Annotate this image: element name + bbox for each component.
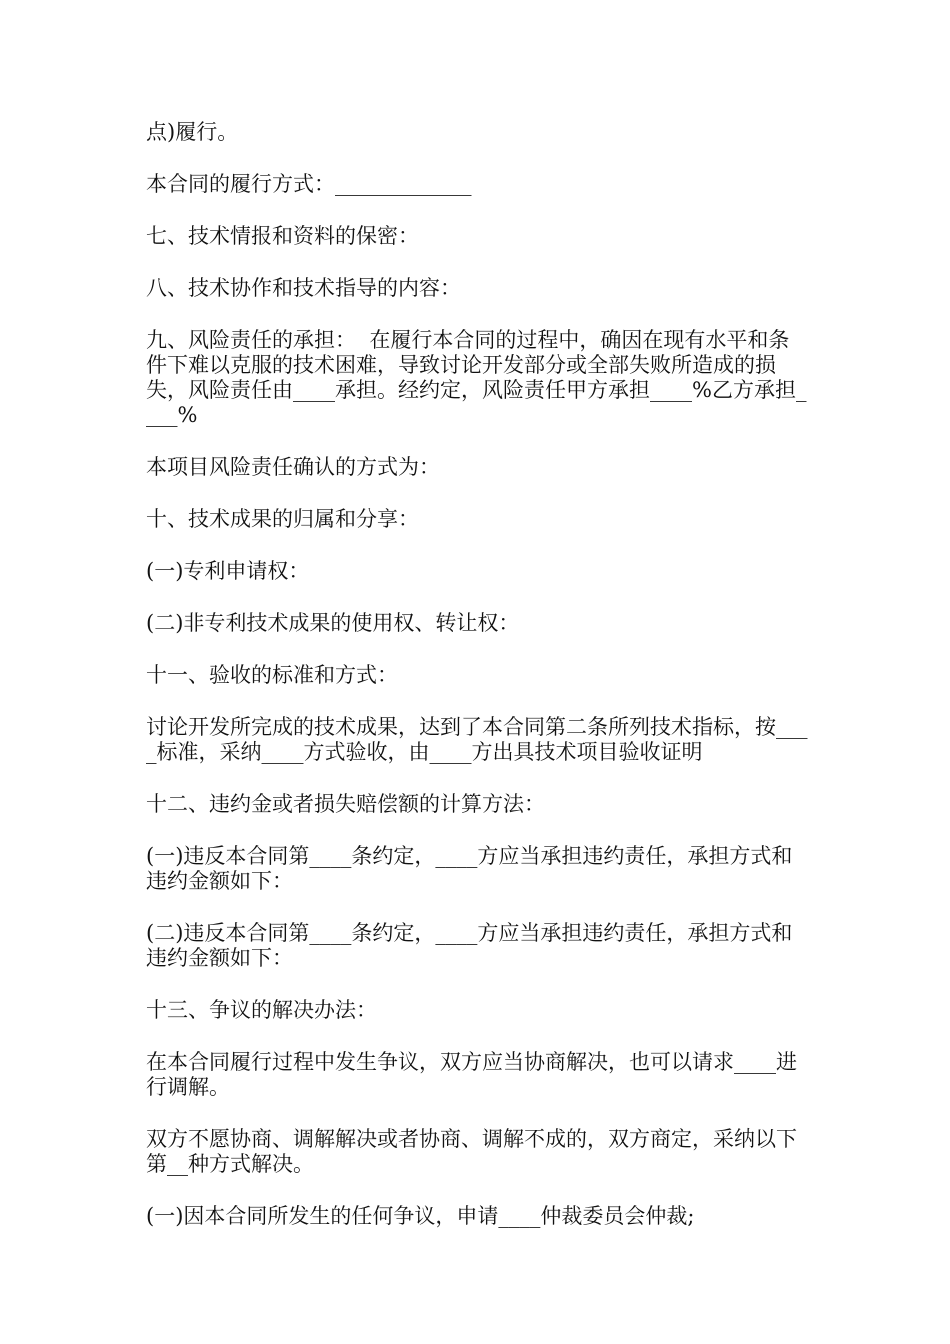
paragraph-performance-method: 本合同的履行方式：_____________ [146,172,472,196]
document-body [146,120,810,1256]
paragraph-mediation: 在本合同履行过程中发生争议，双方应当协商解决，也可以请求____进行调解。 [146,1050,797,1099]
paragraph-resolution-choice: 双方不愿协商、调解解决或者协商、调解不成的，双方商定，采纳以下第__种方式解决。 [146,1127,797,1176]
heading-confidentiality: 七、技术情报和资料的保密： [146,224,419,248]
heading-dispute-resolution: 十三、争议的解决办法： [146,998,377,1022]
paragraph-risk-confirmation: 本项目风险责任确认的方式为： [146,455,440,479]
heading-technical-cooperation: 八、技术协作和技术指导的内容： [146,276,461,300]
heading-results-ownership: 十、技术成果的归属和分享： [146,507,419,531]
item-breach-two: (二)违反本合同第____条约定，____方应当承担违约责任，承担方式和违约金额如下： [146,921,793,970]
paragraph-performance-location: 点)履行。 [146,120,239,144]
heading-liquidated-damages: 十二、违约金或者损失赔偿额的计算方法： [146,792,545,816]
item-non-patent-rights: (二)非专利技术成果的使用权、转让权： [146,611,520,635]
item-breach-one: (一)违反本合同第____条约定，____方应当承担违约责任，承担方式和违约金额如下： [146,844,793,893]
paragraph-risk-responsibility: 九、风险责任的承担： 在履行本合同的过程中，确因在现有水平和条件下难以克服的技术困难，导致讨论开发部分或全部失败所造成的损失，风险责任由____承担。经约定，风险责任甲方承担____%乙方承担____% [146,328,807,427]
heading-acceptance: 十一、验收的标准和方式： [146,663,398,687]
paragraph-acceptance-standard: 讨论开发所完成的技术成果，达到了本合同第二条所列技术指标，按____标准，采纳____方式验收，由____方出具技术项目验收证明 [146,715,808,764]
item-arbitration: (一)因本合同所发生的任何争议，申请____仲裁委员会仲裁; [146,1204,695,1228]
item-patent-right: (一)专利申请权： [146,559,310,583]
